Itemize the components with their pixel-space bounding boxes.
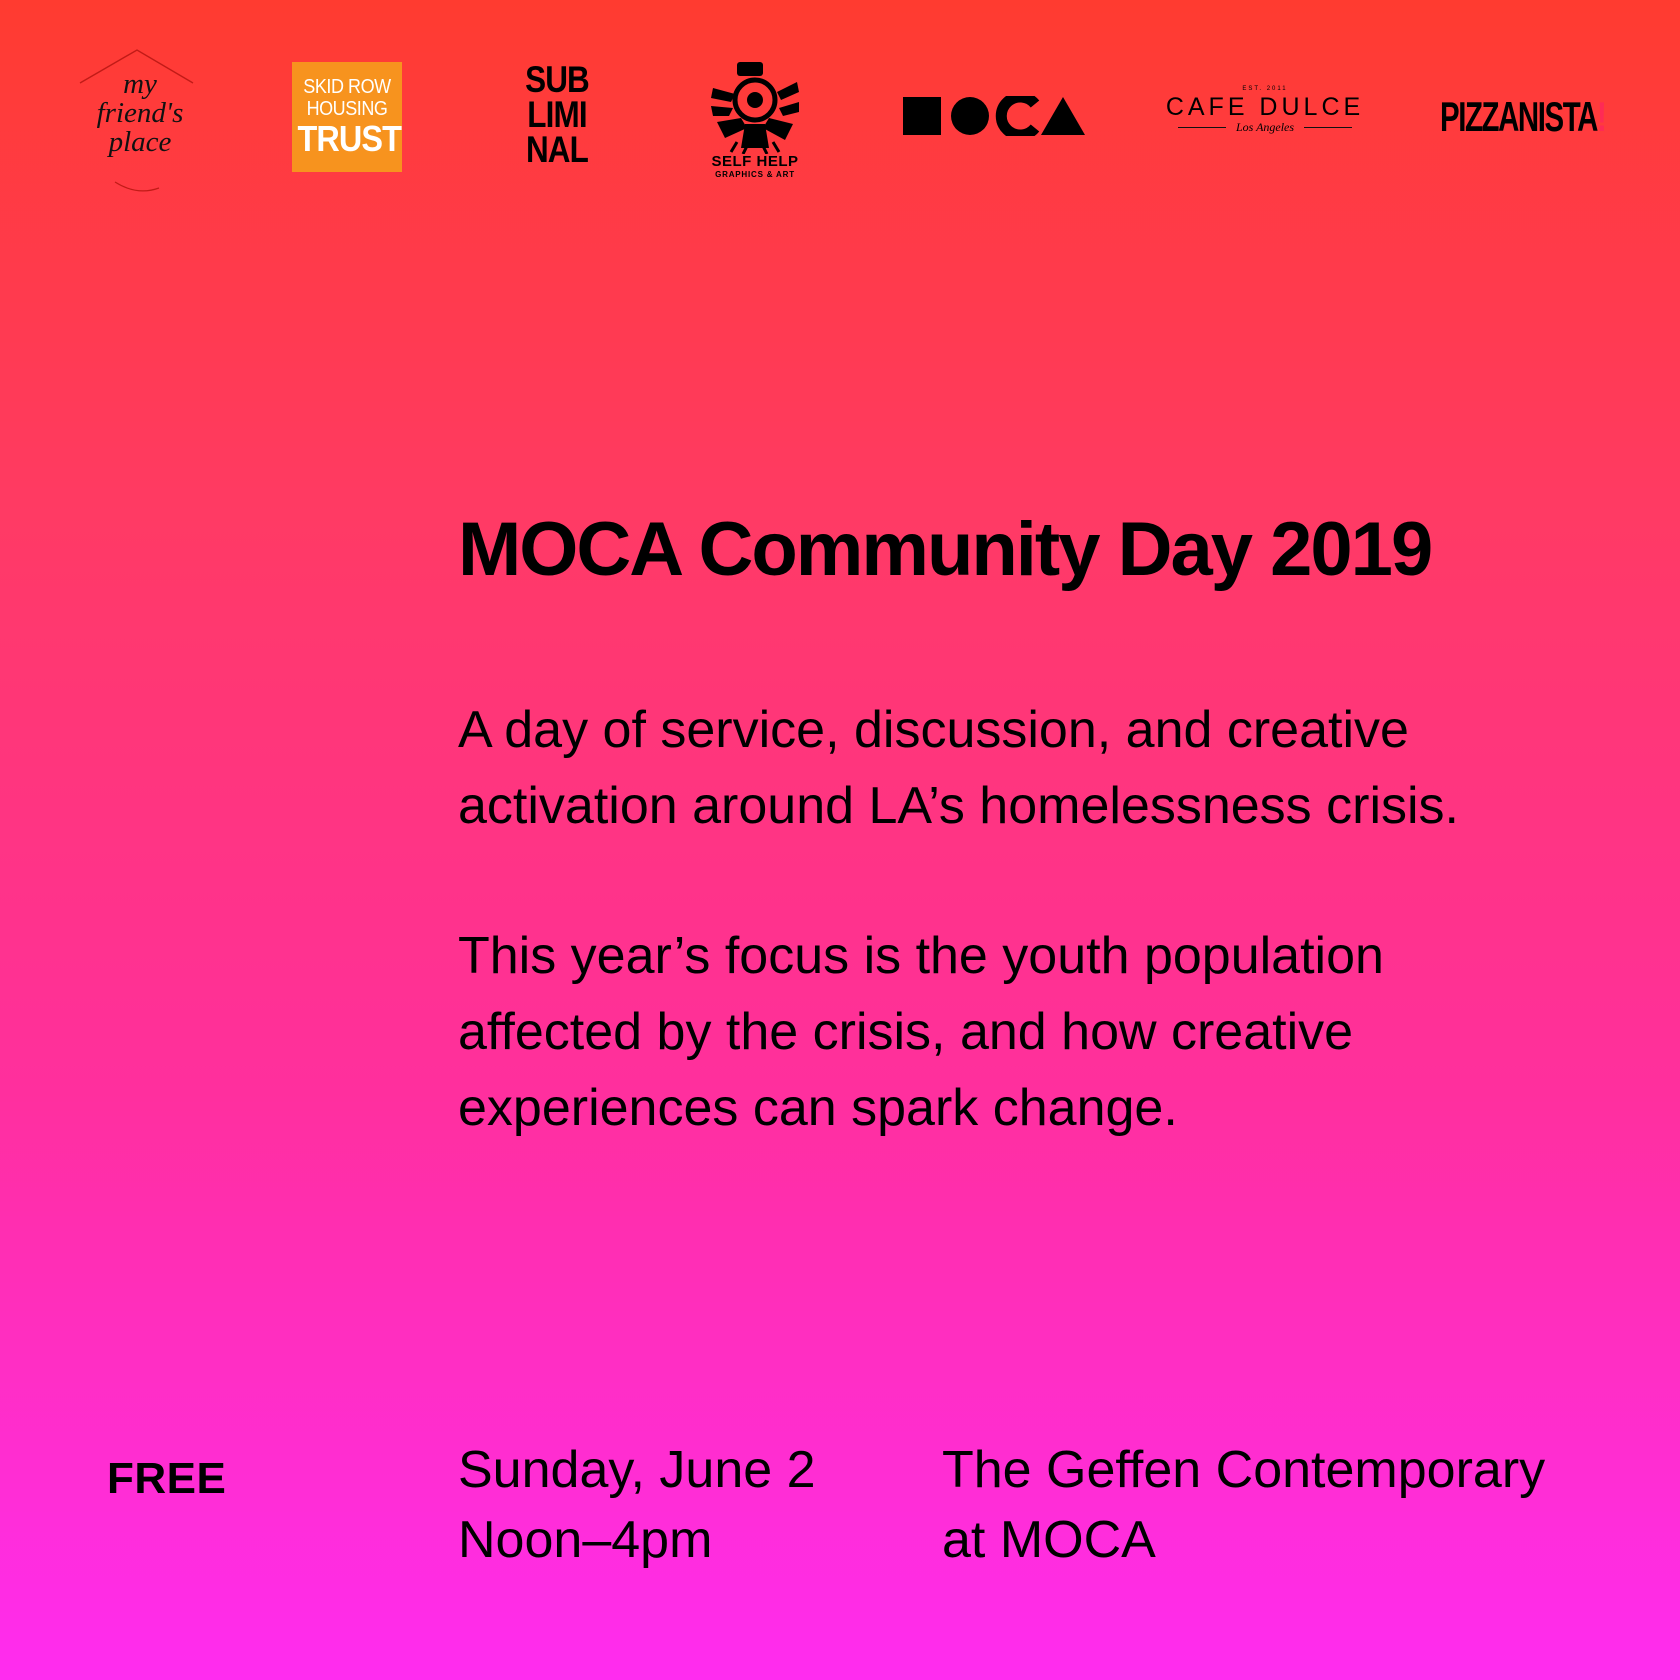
- cafe-dulce-name: CAFE DULCE: [1165, 93, 1365, 121]
- self-help-graphics-logo: [700, 58, 810, 188]
- self-help-subtitle: GRAPHICS & ART: [715, 170, 795, 179]
- cafe-dulce-logo: [1165, 84, 1365, 134]
- srht-line-3: TRUST: [297, 118, 401, 159]
- pizzanista-bang: !: [1596, 93, 1606, 140]
- cafe-dulce-est: EST. 2011: [1242, 86, 1288, 92]
- mfp-line-1: my: [123, 68, 157, 100]
- pizzanista-logo: [1440, 92, 1606, 146]
- venue-line-1: The Geffen Contemporary: [942, 1441, 1546, 1499]
- event-title: MOCA Community Day 2019: [458, 507, 1432, 592]
- moca-logo-shapes-icon: [903, 96, 1085, 136]
- cafe-dulce-subrow: [1165, 120, 1365, 134]
- pizzanista-text: PIZZANISTA: [1440, 93, 1597, 140]
- skid-row-housing-trust-logo: [292, 62, 402, 172]
- cafe-dulce-rule-left: [1178, 127, 1226, 128]
- subliminal-line-3: NAL: [525, 129, 589, 170]
- aztec-eagle-icon: [707, 58, 803, 154]
- subliminal-line-2: LIMI: [527, 94, 587, 135]
- self-help-title: SELF HELP: [711, 153, 799, 170]
- sponsor-logo-row: [0, 40, 1680, 210]
- event-datetime: [458, 1435, 816, 1575]
- price-label: FREE: [107, 1454, 227, 1503]
- subliminal-logo: [512, 59, 602, 170]
- cafe-dulce-city: Los Angeles: [1235, 120, 1295, 134]
- pizzanista-wordmark: [1440, 92, 1605, 142]
- mfp-line-3: place: [108, 126, 172, 158]
- subliminal-line-1: SUB: [525, 59, 589, 100]
- event-venue: [942, 1435, 1545, 1575]
- event-time: Noon–4pm: [458, 1511, 713, 1569]
- event-focus: This year’s focus is the youth population affected by the crisis, and how creative experiences can spark change.: [458, 927, 1384, 1137]
- srht-line-2: HOUSING: [306, 98, 388, 120]
- srht-line-1: SKID ROW: [303, 76, 391, 98]
- event-description: A day of service, discussion, and creative activation around LA’s homelessness crisis.: [458, 701, 1459, 835]
- venue-line-2: at MOCA: [942, 1511, 1156, 1569]
- cafe-dulce-rule-right: [1304, 127, 1352, 128]
- mfp-line-2: friend's: [96, 97, 184, 129]
- event-date: Sunday, June 2: [458, 1441, 816, 1499]
- my-friends-place-logo: [75, 48, 195, 198]
